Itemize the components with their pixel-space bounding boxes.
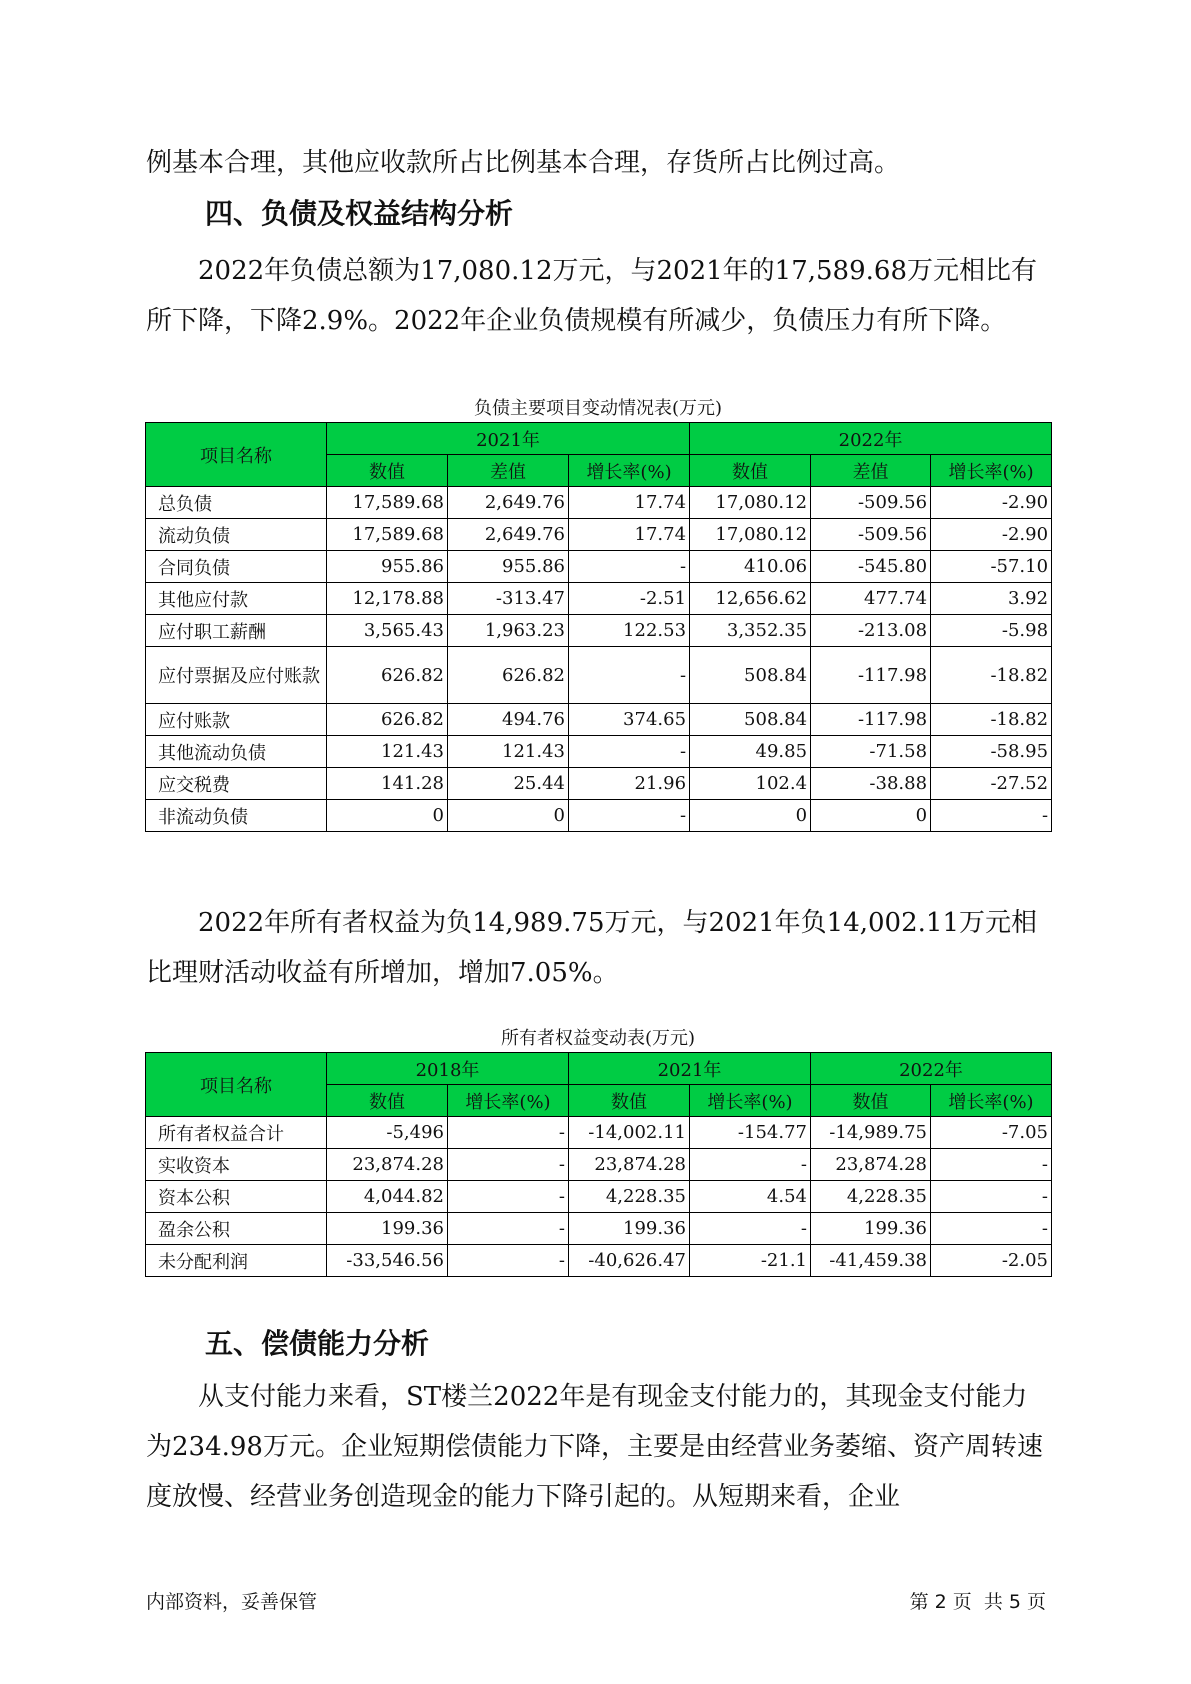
row-label: 未分配利润 <box>146 1245 327 1277</box>
paragraph-equity: 2022年所有者权益为负14,989.75万元，与2021年负14,002.11万元相比理财活动收益有所增加，增加7.05%。 <box>146 908 1037 988</box>
table-cell: 17,080.12 <box>690 519 811 551</box>
table-cell: -154.77 <box>690 1117 811 1149</box>
table-cell: 12,178.88 <box>327 583 448 615</box>
table-cell: -27.52 <box>931 768 1052 800</box>
table-cell: - <box>448 1213 569 1245</box>
column-header: 差值 <box>448 455 569 487</box>
table-cell: - <box>448 1149 569 1181</box>
table-row <box>146 615 1052 647</box>
table-cell: - <box>569 736 690 768</box>
table-cell: -2.90 <box>931 519 1052 551</box>
equity-table <box>145 1052 1052 1277</box>
table-cell: 508.84 <box>690 704 811 736</box>
row-label: 非流动负债 <box>146 800 327 832</box>
table-cell: 0 <box>327 800 448 832</box>
year-header: 2022年 <box>690 423 1052 455</box>
table-cell: 21.96 <box>569 768 690 800</box>
liability-table-caption: 负债主要项目变动情况表(万元) <box>473 398 723 419</box>
table-cell: -509.56 <box>811 487 931 519</box>
row-label: 应付职工薪酬 <box>146 615 327 647</box>
table-row <box>146 1149 1052 1181</box>
table-row <box>146 736 1052 768</box>
table-cell: -58.95 <box>931 736 1052 768</box>
table-cell: 0 <box>811 800 931 832</box>
table-cell: -14,989.75 <box>811 1117 931 1149</box>
table-cell: 955.86 <box>327 551 448 583</box>
liability-table-body <box>146 487 1052 832</box>
column-header: 数值 <box>327 1085 448 1117</box>
row-label: 其他流动负债 <box>146 736 327 768</box>
table-cell: 17,589.68 <box>327 519 448 551</box>
column-header: 数值 <box>690 455 811 487</box>
table-cell: -57.10 <box>931 551 1052 583</box>
year-header: 2021年 <box>327 423 690 455</box>
table-row <box>146 1181 1052 1213</box>
table-cell: -71.58 <box>811 736 931 768</box>
year-header: 2018年 <box>327 1053 569 1085</box>
table-row <box>146 647 1052 704</box>
table-cell: -213.08 <box>811 615 931 647</box>
table-cell: -2.05 <box>931 1245 1052 1277</box>
table-cell: 3,352.35 <box>690 615 811 647</box>
table-row <box>146 1213 1052 1245</box>
table-cell: 2,649.76 <box>448 487 569 519</box>
table-cell: - <box>448 1117 569 1149</box>
table-cell: 477.74 <box>811 583 931 615</box>
table-cell: 141.28 <box>327 768 448 800</box>
column-header-item-name: 项目名称 <box>146 1053 327 1117</box>
table-cell: - <box>931 1149 1052 1181</box>
table-row <box>146 768 1052 800</box>
table-row <box>146 519 1052 551</box>
column-header-item-name: 项目名称 <box>146 423 327 487</box>
table-cell: -18.82 <box>931 704 1052 736</box>
table-cell: 49.85 <box>690 736 811 768</box>
table-cell: 0 <box>448 800 569 832</box>
table-cell: - <box>569 800 690 832</box>
table-cell: 199.36 <box>569 1213 690 1245</box>
table-row <box>146 1245 1052 1277</box>
column-header: 增长率(%) <box>931 1085 1052 1117</box>
column-header: 增长率(%) <box>569 455 690 487</box>
table-cell: 25.44 <box>448 768 569 800</box>
row-label: 其他应付款 <box>146 583 327 615</box>
table-cell: -7.05 <box>931 1117 1052 1149</box>
table-cell: 4.54 <box>690 1181 811 1213</box>
column-header: 增长率(%) <box>448 1085 569 1117</box>
equity-table-body <box>146 1117 1052 1277</box>
column-header: 增长率(%) <box>690 1085 811 1117</box>
table-row <box>146 551 1052 583</box>
table-cell: 626.82 <box>327 704 448 736</box>
column-header: 数值 <box>811 1085 931 1117</box>
table-cell: - <box>690 1213 811 1245</box>
table-cell: -41,459.38 <box>811 1245 931 1277</box>
table-cell: -545.80 <box>811 551 931 583</box>
table-cell: 23,874.28 <box>569 1149 690 1181</box>
table-row <box>146 487 1052 519</box>
table-cell: -2.51 <box>569 583 690 615</box>
table-row <box>146 583 1052 615</box>
column-header: 增长率(%) <box>931 455 1052 487</box>
column-header: 数值 <box>327 455 448 487</box>
table-cell: 17,589.68 <box>327 487 448 519</box>
row-label: 合同负债 <box>146 551 327 583</box>
table-cell: -117.98 <box>811 704 931 736</box>
table-cell: 17.74 <box>569 519 690 551</box>
table-cell: 0 <box>690 800 811 832</box>
row-label: 所有者权益合计 <box>146 1117 327 1149</box>
table-cell: -40,626.47 <box>569 1245 690 1277</box>
table-cell: -33,546.56 <box>327 1245 448 1277</box>
table-cell: 2,649.76 <box>448 519 569 551</box>
table-cell: -5,496 <box>327 1117 448 1149</box>
section-heading-liabilities: 四、负债及权益结构分析 <box>205 197 514 230</box>
table-row <box>146 800 1052 832</box>
table-cell: 4,228.35 <box>811 1181 931 1213</box>
table-cell: 102.4 <box>690 768 811 800</box>
table-cell: 122.53 <box>569 615 690 647</box>
table-row <box>146 1117 1052 1149</box>
row-label: 应付票据及应付账款 <box>146 647 327 704</box>
table-cell: 410.06 <box>690 551 811 583</box>
section-heading-solvency: 五、偿债能力分析 <box>205 1327 430 1360</box>
table-cell: -38.88 <box>811 768 931 800</box>
table-cell: -18.82 <box>931 647 1052 704</box>
table-cell: 626.82 <box>448 647 569 704</box>
table-cell: 3,565.43 <box>327 615 448 647</box>
table-cell: -14,002.11 <box>569 1117 690 1149</box>
table-cell: 494.76 <box>448 704 569 736</box>
table-cell: 199.36 <box>327 1213 448 1245</box>
table-cell: 121.43 <box>327 736 448 768</box>
table-cell: -21.1 <box>690 1245 811 1277</box>
table-cell: - <box>931 1213 1052 1245</box>
table-cell: 23,874.28 <box>811 1149 931 1181</box>
table-cell: 17.74 <box>569 487 690 519</box>
paragraph-liabilities: 2022年负债总额为17,080.12万元，与2021年的17,589.68万元相比有所下降，下降2.9%。2022年企业负债规模有所减少，负债压力有所下降。 <box>146 256 1037 336</box>
table-cell: 17,080.12 <box>690 487 811 519</box>
table-cell: - <box>448 1245 569 1277</box>
table-cell: 374.65 <box>569 704 690 736</box>
table-cell: 23,874.28 <box>327 1149 448 1181</box>
equity-table-caption: 所有者权益变动表(万元) <box>500 1028 696 1049</box>
table-cell: 3.92 <box>931 583 1052 615</box>
table-cell: - <box>569 647 690 704</box>
table-cell: 121.43 <box>448 736 569 768</box>
year-header: 2021年 <box>569 1053 811 1085</box>
table-cell: 12,656.62 <box>690 583 811 615</box>
table-cell: - <box>931 1181 1052 1213</box>
table-cell: 955.86 <box>448 551 569 583</box>
table-cell: -313.47 <box>448 583 569 615</box>
paragraph-continuation: 例基本合理，其他应收款所占比例基本合理，存货所占比例过高。 <box>146 148 901 178</box>
table-cell: -5.98 <box>931 615 1052 647</box>
liability-table <box>145 422 1052 832</box>
row-label: 资本公积 <box>146 1181 327 1213</box>
table-cell: 4,228.35 <box>569 1181 690 1213</box>
table-cell: 4,044.82 <box>327 1181 448 1213</box>
row-label: 实收资本 <box>146 1149 327 1181</box>
table-cell: 1,963.23 <box>448 615 569 647</box>
table-cell: -2.90 <box>931 487 1052 519</box>
table-cell: -509.56 <box>811 519 931 551</box>
table-cell: -117.98 <box>811 647 931 704</box>
row-label: 总负债 <box>146 487 327 519</box>
row-label: 应交税费 <box>146 768 327 800</box>
table-cell: - <box>448 1181 569 1213</box>
row-label: 应付账款 <box>146 704 327 736</box>
table-cell: - <box>569 551 690 583</box>
column-header: 差值 <box>811 455 931 487</box>
paragraph-solvency: 从支付能力来看，ST楼兰2022年是有现金支付能力的，其现金支付能力为234.98万元。企业短期偿债能力下降，主要是由经营业务萎缩、资产周转速度放慢、经营业务创造现金的能力下降引起的。从短期来看，企业 <box>146 1382 1043 1512</box>
row-label: 盈余公积 <box>146 1213 327 1245</box>
table-cell: - <box>690 1149 811 1181</box>
table-row <box>146 704 1052 736</box>
table-cell: 199.36 <box>811 1213 931 1245</box>
row-label: 流动负债 <box>146 519 327 551</box>
year-header: 2022年 <box>811 1053 1052 1085</box>
table-cell: - <box>931 800 1052 832</box>
column-header: 数值 <box>569 1085 690 1117</box>
footer-confidential-note: 内部资料，妥善保管 <box>146 1591 318 1613</box>
table-cell: 626.82 <box>327 647 448 704</box>
footer-page-number: 第 2 页 共 5 页 <box>909 1591 1046 1613</box>
table-cell: 508.84 <box>690 647 811 704</box>
